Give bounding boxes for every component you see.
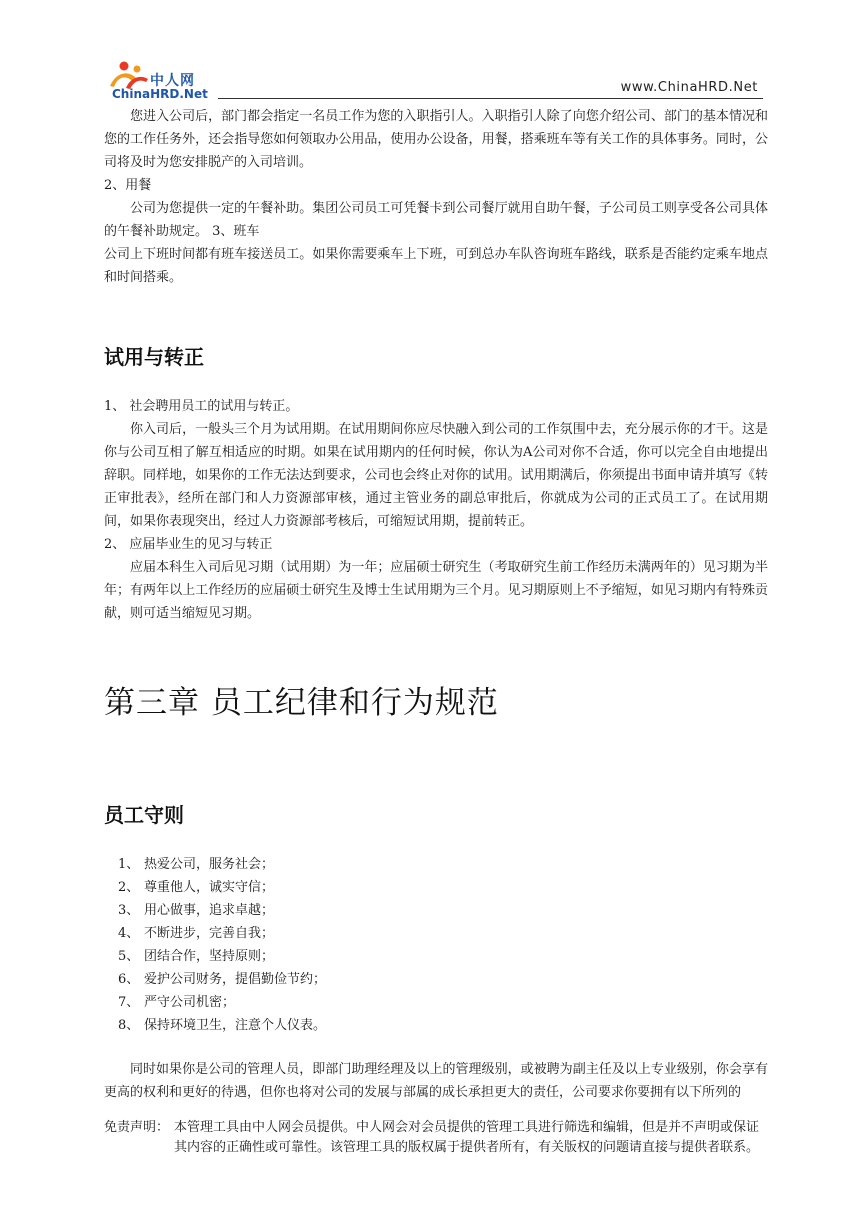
list-item-text: 爱护公司财务，提倡勤俭节约； [144,972,327,987]
probation-heading: 试用与转正 [104,345,204,369]
probation-paragraph-2: 应届本科生入司后见习期（试用期）为一年；应届硕士研究生（考取研究生前工作经历未满两年的）见习期为半年；有两年以上工作经历的应届硕士研究生及博士生试用期为三个月。见习期原则上不予缩短，如见习期内有特殊贡献，则可适当缩短见习期。 [104,560,768,621]
list-item-text: 严守公司机密； [144,995,236,1010]
logo-chinese-text: 中人网 [150,73,195,89]
list-item-text: 不断进步，完善自我； [144,926,275,941]
rules-heading: 员工守则 [104,803,184,827]
list-item-text: 保持环境卫生，注意个人仪表。 [144,1018,327,1033]
list-item [118,922,274,945]
logo-figures-icon [106,60,150,90]
meal-paragraph: 公司为您提供一定的午餐补助。集团公司员工可凭餐卡到公司餐厅就用自助午餐，子公司员工则享受各公司具体的午餐补助规定。 3、班车 [104,201,768,239]
list-item-text: 尊重他人，诚实守信； [144,880,275,895]
probation-item-1: 1、 社会聘用员工的试用与转正。 [104,399,299,414]
list-item-number: 8、 [118,1018,140,1033]
list-item-text: 热爱公司，服务社会； [144,857,275,872]
list-item-number: 7、 [118,995,140,1010]
list-item-number: 3、 [118,903,140,918]
list-item [118,853,274,876]
mentor-paragraph: 您进入公司后，部门都会指定一名员工作为您的入职指引人。入职指引人除了向您介绍公司、部门的基本情况和您的工作任务外，还会指导您如何领取办公用品，使用办公设备，用餐，搭乘班车等有关工作的具体事务。同时，公司将及时为您安排脱产的入司培训。 [104,109,768,170]
list-item [118,899,274,922]
probation-item-2: 2、 应届毕业生的见习与转正 [104,537,273,552]
list-item [118,968,326,991]
list-item-number: 4、 [118,926,140,941]
list-item [118,1014,326,1037]
list-item-number: 6、 [118,972,140,987]
list-item [118,945,274,968]
disclaimer-label: 免责声明： [104,1120,170,1135]
meal-heading: 2、用餐 [104,178,152,193]
list-item [118,991,235,1014]
site-url[interactable]: www.ChinaHRD.Net [620,80,758,95]
disclaimer-line-2: 其内容的正确性或可靠性。该管理工具的版权属于提供者所有，有关版权的问题请直接与提供者联系。 [174,1140,760,1155]
page-header [0,0,868,108]
probation-paragraph-1: 你入司后，一般头三个月为试用期。在试用期间你应尽快融入到公司的工作氛围中去，充分展示你的才干。这是你与公司互相了解互相适应的时期。如果在试用期内的任何时候，你认为A公司对你不合适，你可以完全自由地提出辞职。同样地，如果你的工作无法达到要求，公司也会终止对你的试用。试用期满后，你须提出书面申请并填写《转正审批表》，经所在部门和人力资源部审核，通过主管业务的副总审批后，你就成为公司的正式员工了。在试用期间，如果你表现突出，经过人力资源部考核后，可缩短试用期，提前转正。 [104,422,768,529]
list-item-number: 5、 [118,949,140,964]
manager-paragraph: 同时如果你是公司的管理人员，即部门助理经理及以上的管理级别，或被聘为副主任及以上专业级别，你会享有更高的权利和更好的待遇，但你也将对公司的发展与部属的成长承担更大的责任，公司要求你要拥有以下所列的 [104,1062,768,1100]
list-item-text: 用心做事，追求卓越； [144,903,275,918]
disclaimer-line-1: 本管理工具由中人网会员提供。中人网会对会员提供的管理工具进行筛选和编辑，但是并不声明或保证 [174,1120,760,1135]
header-divider [218,98,763,99]
list-item-number: 2、 [118,880,140,895]
list-item [118,876,274,899]
list-item-text: 团结合作，坚持原则； [144,949,275,964]
disclaimer [104,1118,784,1158]
list-item-number: 1、 [118,857,140,872]
chapter-title: 第三章 员工纪律和行为规范 [104,685,499,721]
logo-english-text: ChinaHRD.Net [112,87,208,101]
bus-paragraph: 公司上下班时间都有班车接送员工。如果你需要乘车上下班，可到总办车队咨询班车路线，联系是否能约定乘车地点和时间搭乘。 [104,247,768,285]
